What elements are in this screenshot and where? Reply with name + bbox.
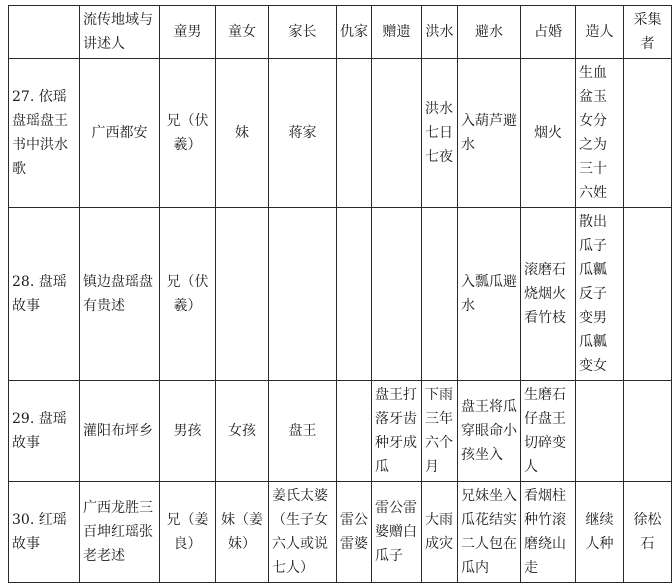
table-cell-boy: 男孩 — [160, 381, 216, 482]
table-cell-flood — [422, 208, 458, 381]
table-cell-marriage-divination: 生磨石仔盘王切碎变人 — [521, 381, 576, 482]
header-cell-collector: 采集者 — [624, 6, 672, 59]
table-cell-marriage-divination: 滚磨石烧烟火看竹枝 — [521, 208, 576, 381]
table-row — [9, 59, 672, 208]
table-cell-escape: 入葫芦避水 — [458, 59, 521, 208]
table-cell-region-narrator: 灌阳布坪乡 — [80, 381, 160, 482]
table-cell-region-narrator: 镇边盘瑶盘有贵述 — [80, 208, 160, 381]
table-cell-boy: 兄（伏羲） — [160, 208, 216, 381]
table-cell-escape: 兄妹坐入瓜花结实二人包在瓜内 — [458, 482, 521, 583]
table-cell-boy: 兄（伏羲） — [160, 59, 216, 208]
table-cell-enemy — [337, 59, 372, 208]
header-cell-parent: 家长 — [269, 6, 337, 59]
table-cell-gift: 盘王打落牙齿种牙成瓜 — [372, 381, 422, 482]
table-cell-parent — [269, 208, 337, 381]
table-cell-flood: 大雨成灾 — [422, 482, 458, 583]
table-cell-enemy — [337, 381, 372, 482]
table-cell-gift — [372, 59, 422, 208]
header-cell-boy: 童男 — [160, 6, 216, 59]
table-cell-parent: 蒋家 — [269, 59, 337, 208]
table-cell-girl: 女孩 — [216, 381, 269, 482]
table-cell-region-narrator: 广西龙胜三百坤红瑶张老老述 — [80, 482, 160, 583]
table-cell-flood: 洪水七日七夜 — [422, 59, 458, 208]
table-cell-girl: 妹 — [216, 59, 269, 208]
table-cell-marriage-divination: 看烟柱种竹滚磨绕山走 — [521, 482, 576, 583]
header-cell-girl: 童女 — [216, 6, 269, 59]
table-cell-girl: 妹（姜妹） — [216, 482, 269, 583]
table-cell-gift — [372, 208, 422, 381]
table-cell-parent: 盘王 — [269, 381, 337, 482]
table-cell-collector — [624, 59, 672, 208]
header-cell-flood: 洪水 — [422, 6, 458, 59]
header-cell-escape: 避水 — [458, 6, 521, 59]
table-row — [9, 381, 672, 482]
table-cell-title: 29. 盘瑶故事 — [9, 381, 80, 482]
header-cell-gift: 赠遗 — [372, 6, 422, 59]
table-row — [9, 482, 672, 583]
table-cell-title: 28. 盘瑶故事 — [9, 208, 80, 381]
table-cell-creation: 继续人种 — [576, 482, 624, 583]
table-row — [9, 208, 672, 381]
header-cell-blank — [9, 6, 80, 59]
header-cell-enemy: 仇家 — [337, 6, 372, 59]
table-cell-escape: 盘王将瓜穿眼命小孩坐入 — [458, 381, 521, 482]
table-cell-title: 27. 依瑶盘瑶盘王书中洪水歌 — [9, 59, 80, 208]
table-cell-flood: 下雨三年六个月 — [422, 381, 458, 482]
table-cell-marriage-divination: 烟火 — [521, 59, 576, 208]
header-cell-creation: 造人 — [576, 6, 624, 59]
table-cell-creation: 散出瓜子瓜瓤反子变男瓜瓤变女 — [576, 208, 624, 381]
table-cell-enemy — [337, 208, 372, 381]
table-cell-gift: 雷公雷婆赠白瓜子 — [372, 482, 422, 583]
header-cell-region-narrator: 流传地域与讲述人 — [80, 6, 160, 59]
table-cell-collector: 徐松石 — [624, 482, 672, 583]
table-cell-title: 30. 红瑶故事 — [9, 482, 80, 583]
table-cell-creation: 生血盆玉女分之为三十六姓 — [576, 59, 624, 208]
header-row — [9, 6, 672, 59]
table-cell-girl — [216, 208, 269, 381]
header-cell-marriage-divination: 占婚 — [521, 6, 576, 59]
table-cell-parent: 姜氏太婆（生子女六人或说七人） — [269, 482, 337, 583]
table-cell-creation — [576, 381, 624, 482]
table-cell-region-narrator: 广西都安 — [80, 59, 160, 208]
table-cell-enemy: 雷公雷婆 — [337, 482, 372, 583]
table-cell-boy: 兄（姜良） — [160, 482, 216, 583]
flood-myth-table — [8, 5, 672, 583]
table-cell-collector — [624, 381, 672, 482]
table-cell-escape: 入瓢瓜避水 — [458, 208, 521, 381]
table-cell-collector — [624, 208, 672, 381]
